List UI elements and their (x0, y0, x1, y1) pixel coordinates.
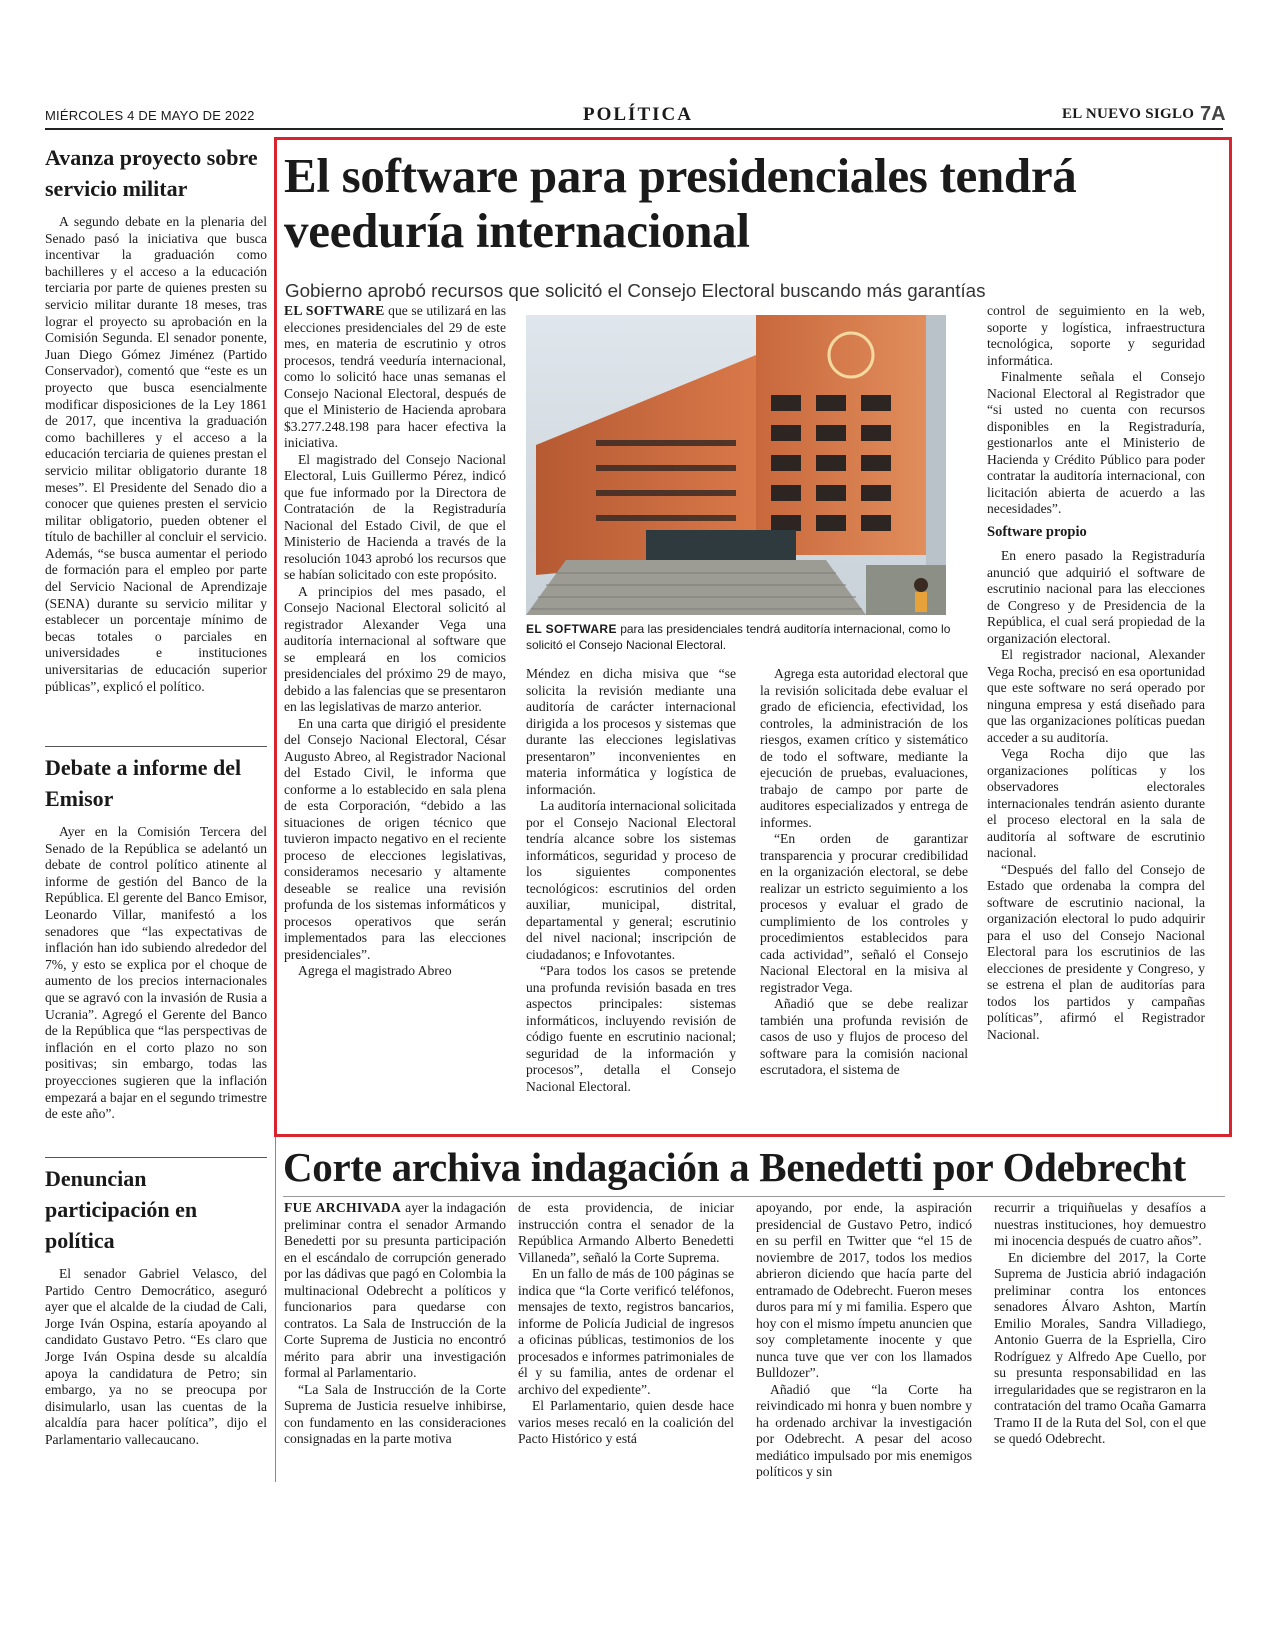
article-paragraph: Añadió que se debe realizar también una profunda revisión de casos de uso y flujos de proceso del software para la comisión nacional escrutadora, el sistema de (760, 996, 968, 1077)
article-paragraph: El registrador nacional, Alexander Vega Rocha, precisó en esa oportunidad que este software no será operado por ninguna empresa y está diseñado para que las organizaciones políticas puedan acceder a su auditoría. (987, 647, 1205, 745)
brief-headline: Denuncian participación en política (45, 1166, 198, 1253)
lead-in: EL SOFTWARE (284, 303, 385, 318)
article-paragraph: FUE ARCHIVADA ayer la indagación preliminar contra el senador Armando Benedetti por su presunta participación en el escándalo de corrupción generado por las dádivas que pagó en Colombia la multinacional Odebrecht a políticos y funcionarios para quedarse con contratos. La Sala de Instrucción de la Corte Suprema de Justicia no encontró mérito para abrir una investigación formal al Parlamentario. (284, 1200, 506, 1380)
main-column-2 (526, 666, 736, 1095)
article-paragraph: Méndez en dicha misiva que “se solicita la revisión mediante una auditoría de carácter internacional dirigida a los procesos y sistemas que durante las elecciones legislativas presentaron” inconvenientes en materia informática y logística de información. (526, 666, 736, 797)
article-paragraph: En un fallo de más de 100 páginas se indica que “la Corte verificó teléfonos, mensajes de texto, registros bancarios, informe de Policía Judicial de ingresos a oficinas públicas, testimonios de los procesados e informes patrimoniales de él y su familia, antes de ordenar el archivo del expediente”. (518, 1266, 734, 1397)
main-headline: El software para presidenciales tendrá veeduría internacional (284, 148, 1077, 258)
section-name: POLÍTICA (583, 104, 693, 125)
story2-column-2 (518, 1200, 734, 1448)
article-paragraph: recurrir a triquiñuelas y desafíos a nuestras instituciones, hoy demuestro mi inocencia después de cuatro años”. (994, 1200, 1206, 1248)
story2-headline: Corte archiva indagación a Benedetti por Odebrecht (283, 1144, 1186, 1190)
article-paragraph: Agrega el magistrado Abreo (298, 963, 452, 978)
brief-body: A segundo debate en la plenaria del Senado pasó la iniciativa que busca incentivar la graduación como bachilleres y el acceso a la educación terciaria por parte de quienes presten su servicio militar durante 18 meses, tras lograr el proyecto su aprobación en la Comisión Segunda. El senador ponente, Juan Diego Gómez Jiménez (Partido Conservador), comentó que “este es un proyecto que busca esencialmente modificar disposiciones de la Ley 1861 de 2017, que incentiva la graduación como bachilleres y el acceso a la educación terciaria de quienes prestan el servicio militar obligatorio durante 18 meses”. El Presidente del Senado dio a conocer que quienes presten el servicio militar obligatorio, pueden obtener el título de bachiller al concluir el servicio. Además, “se busca aumentar el periodo de formación para el empleo por parte del Servicio Nacional de Aprendizaje (SENA) durante su servicio militar y establecer un porcentaje mínimo de becas totales o parciales en universidades e instituciones universitarias de educación superior públicas”, explicó el político. (45, 214, 267, 694)
photo-caption: EL SOFTWARE para las presidenciales tendrá auditoría internacional, como lo solicitó el Consejo Nacional Electoral. (526, 622, 951, 652)
article-paragraph: “Después del fallo del Consejo de Estado que ordenaba la compra del software de escrutinio nacional, la organización electoral lo pudo adquirir para el uso del Consejo Nacional Electoral para los escrutinios de las elecciones de presidente y Congreso, y se estrena el plan de auditorías para todos los partidos y campañas políticas”, afirmó el Registrador Nacional. (987, 861, 1205, 1042)
divider (283, 1196, 1225, 1197)
story2-column-1 (284, 1200, 506, 1448)
article-paragraph: control de seguimiento en la web, soporte y logística, infraestructura tecnológica, soporte y seguridad informática. (987, 303, 1205, 368)
main-column-4 (987, 303, 1205, 1043)
newspaper-name: EL NUEVO SIGLO (1062, 106, 1195, 122)
subheading-software-propio: Software propio (987, 523, 1087, 540)
article-paragraph: apoyando, por ende, la aspiración presidencial de Gustavo Petro, indicó en su perfil en Twitter que “el 15 de noviembre de 2017, todos los medios abrieron diciendo que hacía parte del entramado de Odebrecht. Fueron meses duros para mí y mi familia. Espero que hoy con el mismo ímpetu anuncien que soy completamente inocente y que nunca tuve que ver con los llamados Bulldozer”. (756, 1200, 972, 1380)
article-paragraph: El magistrado del Consejo Nacional Electoral, Luis Guillermo Pérez, indicó que fue informado por la Directora de Contratación de la Registraduría Nacional del Estado Civil, de que el Ministerio de Hacienda a través de la resolución 1043 aprobó los recursos que se habían solicitado con este propósito. (284, 451, 506, 582)
article-paragraph: EL SOFTWARE que se utilizará en las elecciones presidenciales del 29 de este mes, en materia de escrutinio y otros procesos, tendrá veeduría internacional, como lo solicitó hace unas semanas el Consejo Nacional Electoral, después de que el Ministerio de Hacienda aprobara $3.277.248.198 para hacer efectiva la iniciativa. (284, 303, 506, 450)
article-paragraph: En diciembre del 2017, la Corte Suprema de Justicia abrió indagación preliminar contra los entonces senadores Álvaro Ashton, Martín Emilio Morales, Sandra Villadiego, Antonio Guerra de la Espriella, Ciro Rodríguez y Alfredo Ape Cuello, por su presunta responsabilidad en las irregularidades que se registraron en la contratación del tramo Ocaña Gamarra Tramo II de la Ruta del Sol, con el que se quedó Odebrecht. (994, 1249, 1206, 1446)
main-column-3 (760, 666, 968, 1079)
divider (45, 1157, 267, 1158)
page-number: 7A (1200, 103, 1226, 125)
article-paragraph: El Parlamentario, quien desde hace varios meses recaló en la coalición del Pacto Histórico y está (518, 1398, 734, 1446)
article-paragraph: “La Sala de Instrucción de la Corte Suprema de Justicia resuelve inhibirse, con fundamento en las consideraciones consignadas en la parte motiva (284, 1381, 506, 1446)
article-paragraph: La auditoría internacional solicitada por el Consejo Nacional Electoral tendría alcance sobre los sistemas informáticos, seguridad y proceso de los siguientes componentes tecnológicos: escrutinios del orden auxiliar, municipal, distrital, departamental y general; escrutinio del nivel nacional; inscripción de ciudadanos; e Infovotantes. (526, 798, 736, 962)
divider (45, 746, 267, 747)
registraduria-building-photo (526, 315, 946, 615)
brief-servicio-militar (45, 142, 267, 695)
article-paragraph: Finalmente señala el Consejo Nacional Electoral al Registrador que “si usted no cuenta con recursos disponibles en la Registraduría, gestionarlos ante el Ministerio de Hacienda y Crédito Público para poder contratar la auditoría internacional, con licitación abierta de acuerdo a las necesidades”. (987, 369, 1205, 516)
article-paragraph: En enero pasado la Registraduría anunció que adquirió el software de escrutinio nacional para las elecciones de Congreso y de Presidencia de la República, el cual será propiedad de la organización electoral. (987, 548, 1205, 646)
story2-column-4 (994, 1200, 1206, 1448)
article-paragraph: de esta providencia, de iniciar instrucción contra el senador de la República Armando Alberto Benedetti Villaneda”, señaló la Corte Suprema. (518, 1200, 734, 1265)
article-paragraph: Vega Rocha dijo que las organizaciones políticas y los observadores electorales internacionales tendrán asiento durante el proceso electoral en la sala de auditoría al software de escrutinio nacional. (987, 746, 1205, 860)
article-paragraph: En una carta que dirigió el presidente del Consejo Nacional Electoral, César Augusto Abreo, al Registrador Nacional del Estado Civil, le informa que conforme a lo establecido en sala plena de esta Corporación, “debido a las situaciones de origen técnico que tuvieron impacto negativo en el reciente proceso de elecciones legislativas, consideramos necesario y altamente deseable se realice una revisión profunda de los sistemas informáticos y procesos operativos que serán implementados para las elecciones presidenciales”. (284, 715, 506, 962)
article-paragraph: Añadió que “la Corte ha reivindicado mi honra y buen nombre y ha ordenado archivar la investigación por Odebrecht. A pesar del acoso mediático impulsado por mis enemigos políticos y sin (756, 1381, 972, 1479)
brief-headline: Debate a informe del Emisor (45, 755, 242, 811)
main-column-1 (284, 303, 506, 980)
caption-lead: EL SOFTWARE (526, 622, 617, 636)
pedestrian (914, 578, 928, 592)
issue-date: MIÉRCOLES 4 DE MAYO DE 2022 (45, 108, 255, 123)
main-deck: Gobierno aprobó recursos que solicitó el Consejo Electoral buscando más garantías (285, 280, 986, 301)
header-rule (45, 128, 1223, 130)
brief-informe-emisor (45, 752, 267, 1123)
article-paragraph: “Para todos los casos se pretende una profunda revisión basada en tres aspectos principales: sistemas informáticos, incluyendo revisión de código fuente en escrutinio nacional; seguridad de la información y procesos”, detalla el Consejo Nacional Electoral. (526, 963, 736, 1094)
lead-in: FUE ARCHIVADA (284, 1200, 402, 1215)
brief-participacion-politica (45, 1163, 267, 1449)
story2-column-3 (756, 1200, 972, 1481)
brief-body: El senador Gabriel Velasco, del Partido Centro Democrático, aseguró ayer que el alcalde de la ciudad de Cali, Jorge Iván Ospina, estaría apoyando al candidato Gustavo Petro. “Es claro que Jorge Iván Ospina desde su alcaldía apoya la candidatura de Petro; sin embargo, ya no se preocupa por disimularlo, usan las cuentas de la alcaldía para hacer política”, dijo el Parlamentario vallecaucano. (45, 1266, 267, 1447)
brief-headline: Avanza proyecto sobre servicio militar (45, 145, 258, 201)
article-paragraph: A principios del mes pasado, el Consejo Nacional Electoral solicitó al registrador Alexander Vega una auditoría internacional al software que se empleará en los comicios presidenciales del próximo 29 de mayo, debido a las falencias que se presentaron en las legislativas de marzo anterior. (284, 583, 506, 714)
brief-body: Ayer en la Comisión Tercera del Senado de la República se adelantó un debate de control político atinente al informe de gestión del Banco de la República. El gerente del Banco Emisor, Leonardo Villar, manifestó a los senadores que “las expectativas de inflación han ido subiendo alrededor del 7%, y esto se explica por el choque de aumento de los precios internacionales que se agravó con la invasión de Rusia a Ucrania”. Agregó el Gerente del Banco de la República que “las perspectivas de inflación en el corto plazo no son positivas; sin embargo, todas las proyecciones sugieren que la inflación empezará a bajar en el segundo trimestre de este año”. (45, 824, 267, 1122)
article-paragraph: Agrega esta autoridad electoral que la revisión solicitada debe evaluar el grado de eficiencia, efectividad, los controles, la administración de los riesgos, examen crítico y sistemático de todo el software, mediante la ejecución de pruebas, evaluaciones, trabajo de campo por parte de auditores especializados y entrega de informes. (760, 666, 968, 830)
article-paragraph: “En orden de garantizar transparencia y procurar credibilidad en la organización electoral, se debe realizar un estricto seguimiento a los procesos y evaluar el grado de cumplimiento de los controles y procedimientos establecidos para cada actividad”, señaló el Consejo Nacional Electoral en la misiva al registrador Vega. (760, 831, 968, 995)
